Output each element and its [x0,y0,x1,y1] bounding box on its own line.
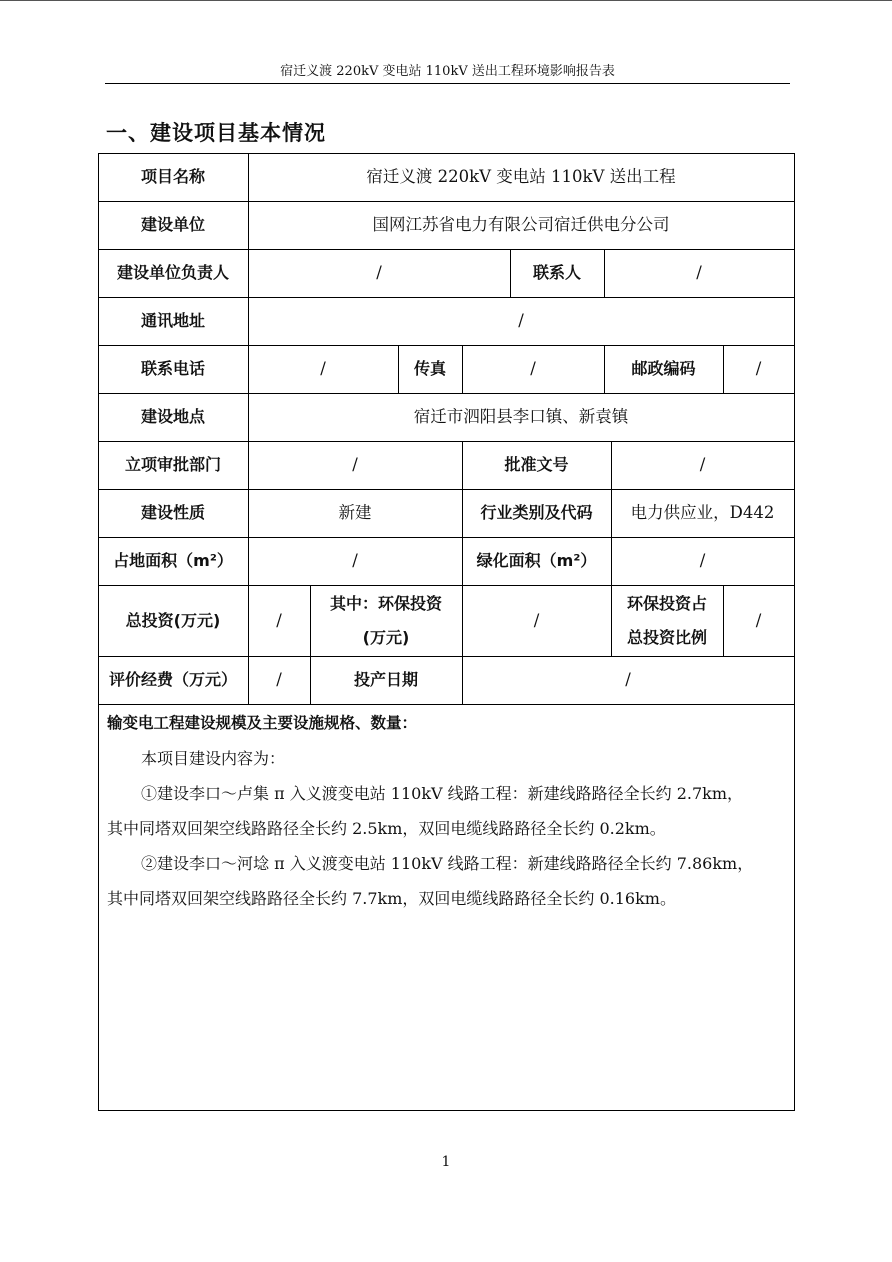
approval-no-value: / [699,455,706,474]
env-invest-value: / [533,610,540,630]
contact-value: / [696,263,702,282]
contact-label: 联系人 [532,263,581,282]
fax-label: 传真 [413,359,446,378]
land-area-value: / [352,551,358,570]
industry-label: 行业类别及代码 [480,503,593,522]
approval-no-label: 批准文号 [504,455,569,474]
build-unit-label: 建设单位 [140,215,205,234]
description-item2-line1: ②建设李口～河埝 π 入义渡变电站 110kV 线路工程：新建线路路径全长约 7.86km， [141,854,754,873]
description-intro: 本项目建设内容为： [141,749,286,768]
page-number: 1 [441,1154,451,1170]
section-title: 一、建设项目基本情况 [106,121,326,145]
env-invest-label [310,585,462,656]
unit-leader-label: 建设单位负责人 [116,263,229,282]
fax-value: / [530,359,536,378]
description-item2-line2: 其中同塔双回架空线路路径全长约 7.7km，双回电缆线路路径全长约 0.16km。 [107,889,676,908]
project-name-value: 宿迁义渡 220kV 变电站 110kV 送出工程 [366,167,676,186]
total-invest-label: 总投资(万元) [125,610,221,630]
env-ratio-label-line2: 总投资比例 [626,627,707,647]
start-date-value: / [625,670,631,689]
project-name-label: 项目名称 [140,167,205,186]
approval-dept-value: / [352,455,358,474]
location-value: 宿迁市泗阳县李口镇、新袁镇 [413,407,629,426]
total-invest-value: / [276,610,282,630]
unit-leader-value: / [376,263,382,282]
industry-value: 电力供应业，D442 [630,503,775,522]
location-label: 建设地点 [140,407,205,426]
land-area-label: 占地面积（m²） [113,551,233,570]
description-heading: 输变电工程建设规模及主要设施规格、数量： [107,714,418,732]
description-block [107,706,792,916]
env-invest-label-line1: 其中：环保投资 [329,593,442,613]
nature-label: 建设性质 [140,503,205,522]
nature-value: 新建 [338,503,372,522]
phone-label: 联系电话 [140,359,205,378]
env-ratio-label [611,585,723,656]
env-ratio-value: / [755,610,762,630]
page-header: 宿迁义渡 220kV 变电站 110kV 送出工程环境影响报告表 [105,64,790,84]
green-area-value: / [699,551,706,570]
env-invest-label-line2: (万元) [362,627,410,647]
top-border [0,0,892,1]
green-area-label: 绿化面积（m²） [476,551,597,570]
eval-fee-label: 评价经费（万元） [108,670,237,689]
address-value: / [518,311,524,330]
address-label: 通讯地址 [140,311,205,330]
description-item1-line1: ①建设李口～卢集 π 入义渡变电站 110kV 线路工程：新建线路路径全长约 2.7km， [141,784,744,803]
start-date-label: 投产日期 [353,670,418,689]
build-unit-value: 国网江苏省电力有限公司宿迁供电分公司 [372,215,670,234]
eval-fee-value: / [276,670,282,689]
phone-value: / [320,359,326,378]
postcode-label: 邮政编码 [631,359,696,378]
description-item1-line2: 其中同塔双回架空线路路径全长约 2.5km，双回电缆线路路径全长约 0.2km。 [107,819,666,838]
approval-dept-label: 立项审批部门 [124,455,221,474]
postcode-value: / [755,359,762,378]
env-ratio-label-line1: 环保投资占 [626,593,707,613]
